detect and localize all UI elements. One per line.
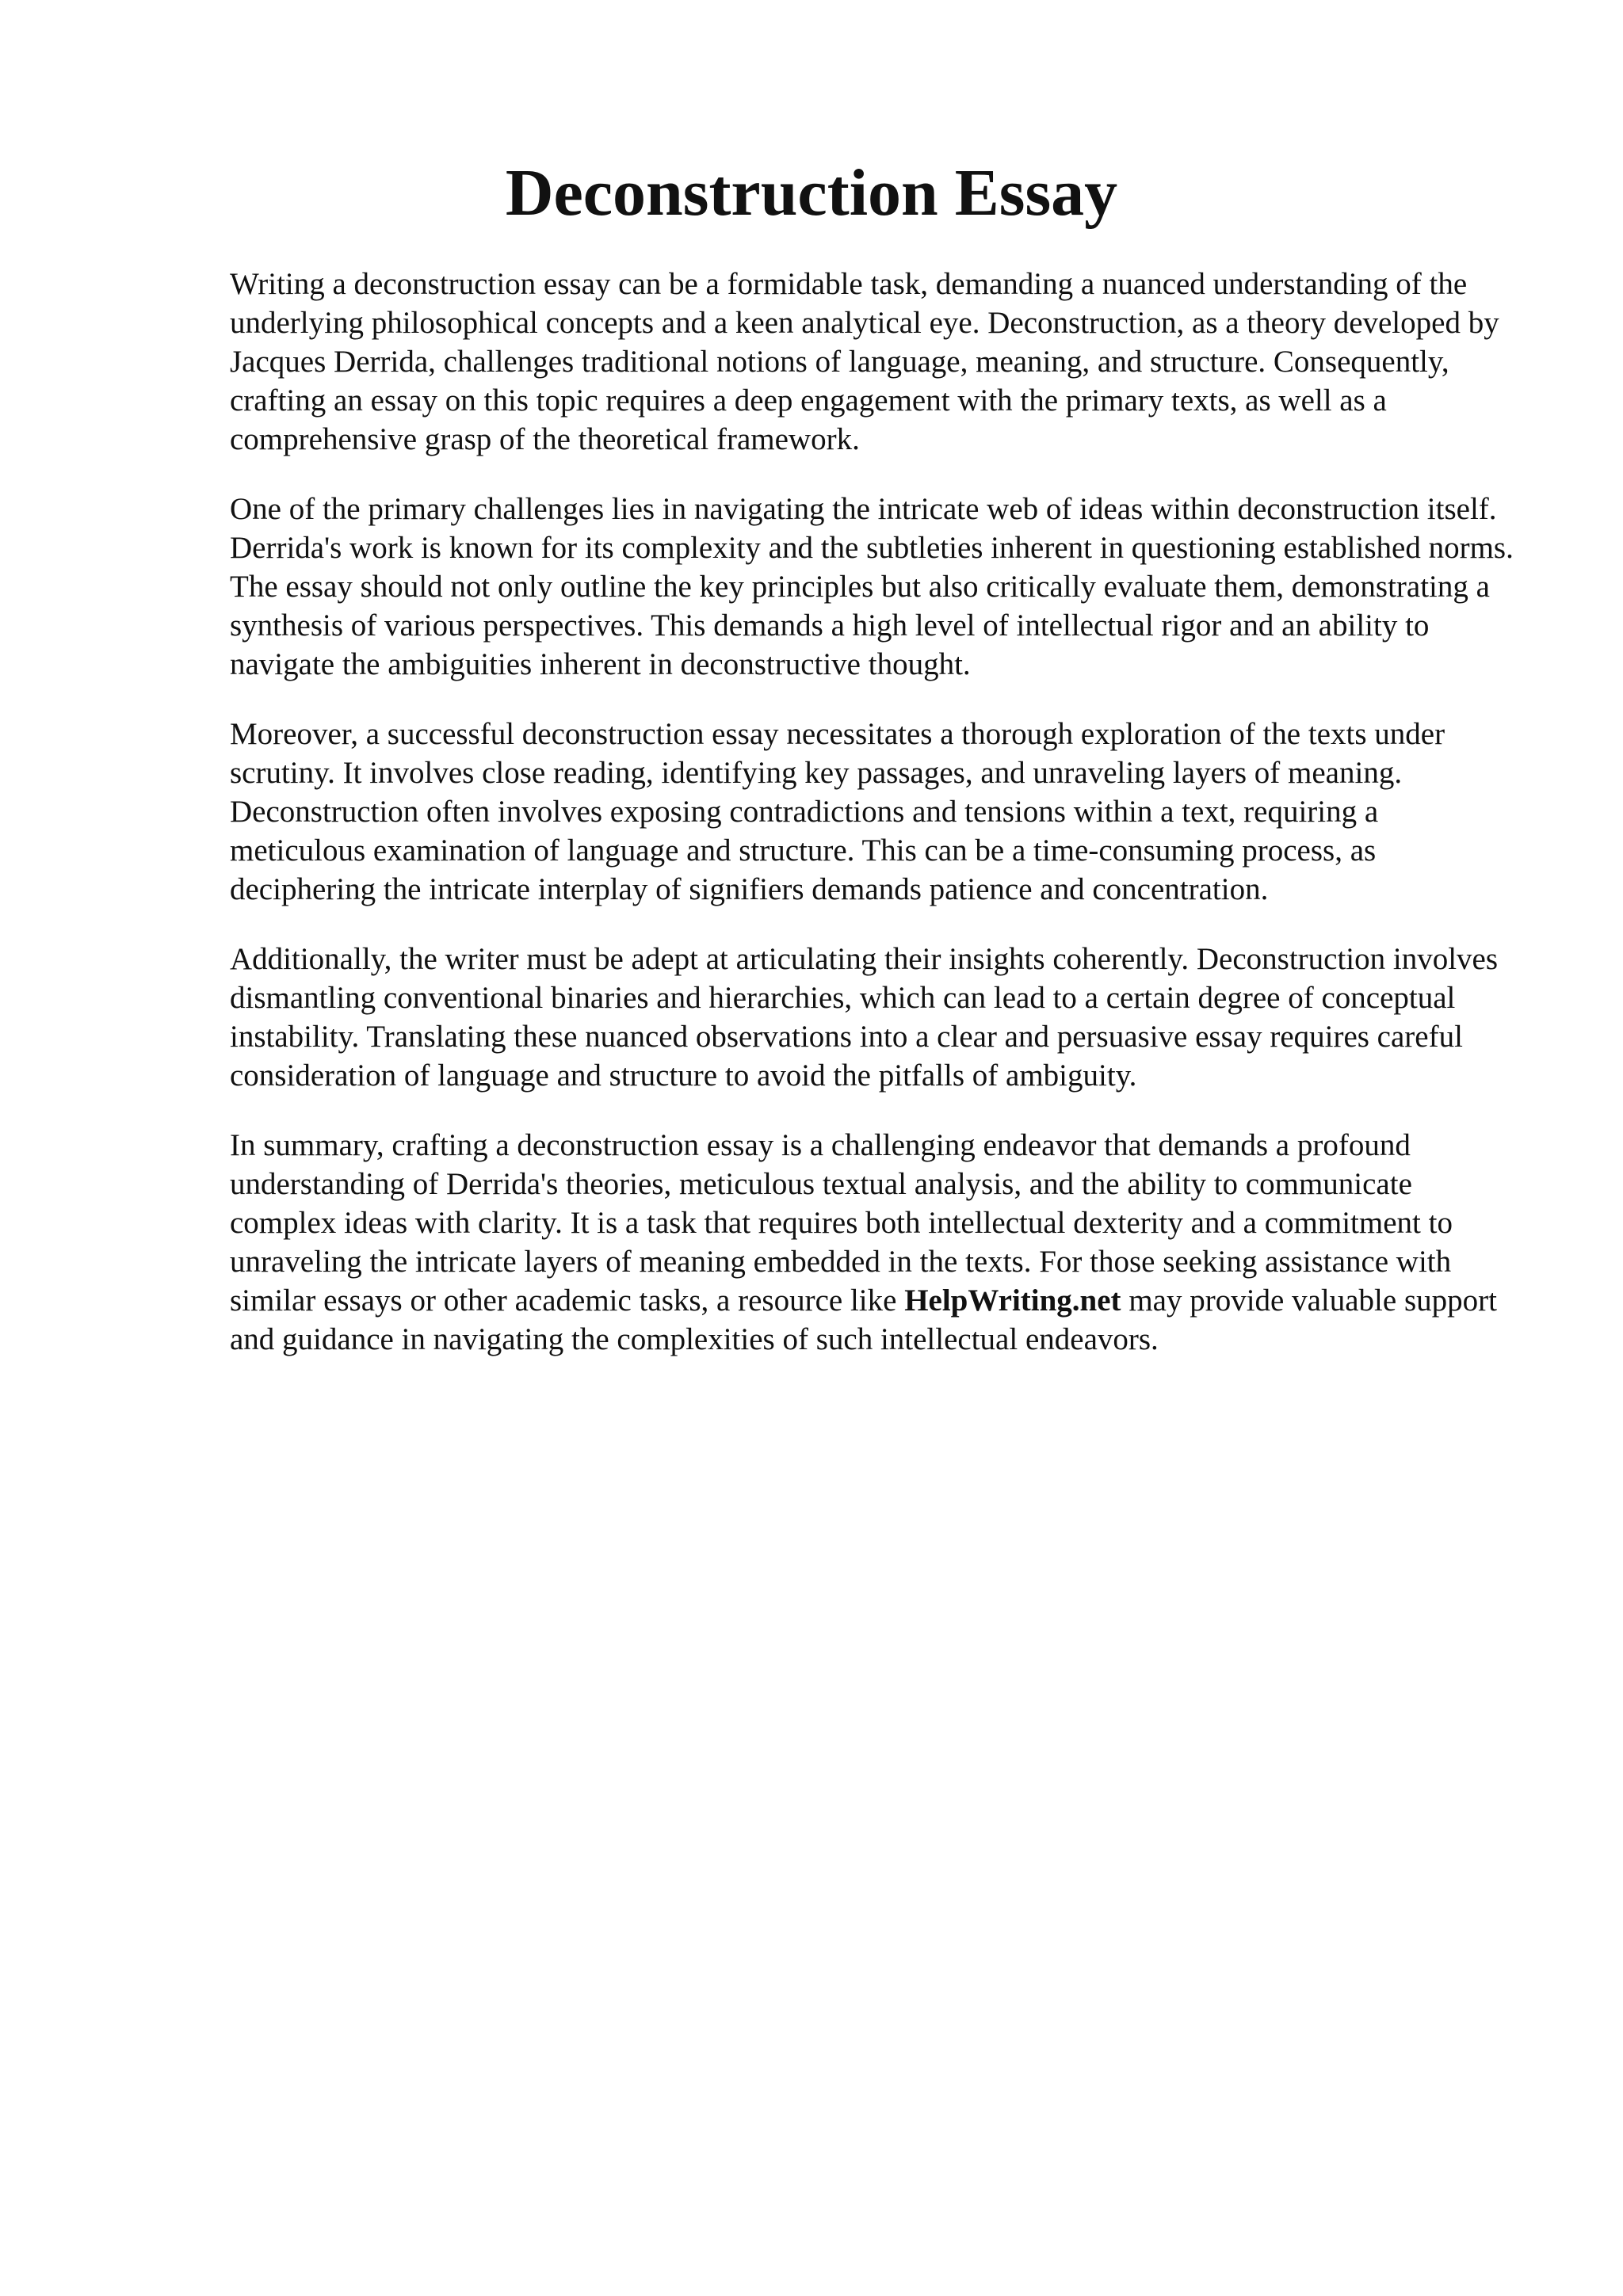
- paragraph-challenges: One of the primary challenges lies in navigating the intricate web of ideas within deconstruction itself. Derrida's work is known for its complexity and the subtleties inherent in questioning established norms. The essay should not only outline the key principles but also critically evaluate them, demonstrating a synthesis of various perspectives. This demands a high level of intellectual rigor and an ability to navigate the ambiguities inherent in deconstructive thought.: [230, 492, 1514, 681]
- summary-text-after-link: may provide valuable support and guidance in navigating the complexities of such intellectual endeavors.: [230, 1283, 1497, 1356]
- document-title: Deconstruction Essay: [505, 156, 1118, 230]
- summary-text-before-link: In summary, crafting a deconstruction essay is a challenging endeavor that demands a profound understanding of Derrida's theories, meticulous textual analysis, and the ability to communicate complex ideas with clarity. It is a task that requires both intellectual dexterity and a commitment to unraveling the intricate layers of meaning embedded in the texts. For those seeking assistance with similar essays or other academic tasks, a resource like: [230, 1128, 1453, 1318]
- paragraph-summary: [230, 1126, 1514, 1359]
- paragraph-intro: Writing a deconstruction essay can be a formidable task, demanding a nuanced understanding of the underlying philosophical concepts and a keen analytical eye. Deconstruction, as a theory developed by Jacques Derrida, challenges traditional notions of language, meaning, and structure. Consequently, crafting an essay on this topic requires a deep engagement with the primary texts, as well as a comprehensive grasp of the theoretical framework.: [230, 267, 1499, 456]
- document-body: [230, 265, 1514, 1390]
- paragraph-articulation: Additionally, the writer must be adept at articulating their insights coherently. Deconstruction involves dismantling conventional binaries and hierarchies, which can lead to a certain degree of conceptual instability. Translating these nuanced observations into a clear and persuasive essay requires careful consideration of language and structure to avoid the pitfalls of ambiguity.: [230, 942, 1499, 1093]
- paragraph-exploration: Moreover, a successful deconstruction essay necessitates a thorough exploration of the texts under scrutiny. It involves close reading, identifying key passages, and unraveling layers of meaning. Deconstruction often involves exposing contradictions and tensions within a text, requiring a meticulous examination of language and structure. This can be a time-consuming process, as deciphering the intricate interplay of signifiers demands patience and concentration.: [230, 717, 1445, 906]
- helpwriting-link[interactable]: HelpWriting.net: [904, 1283, 1121, 1318]
